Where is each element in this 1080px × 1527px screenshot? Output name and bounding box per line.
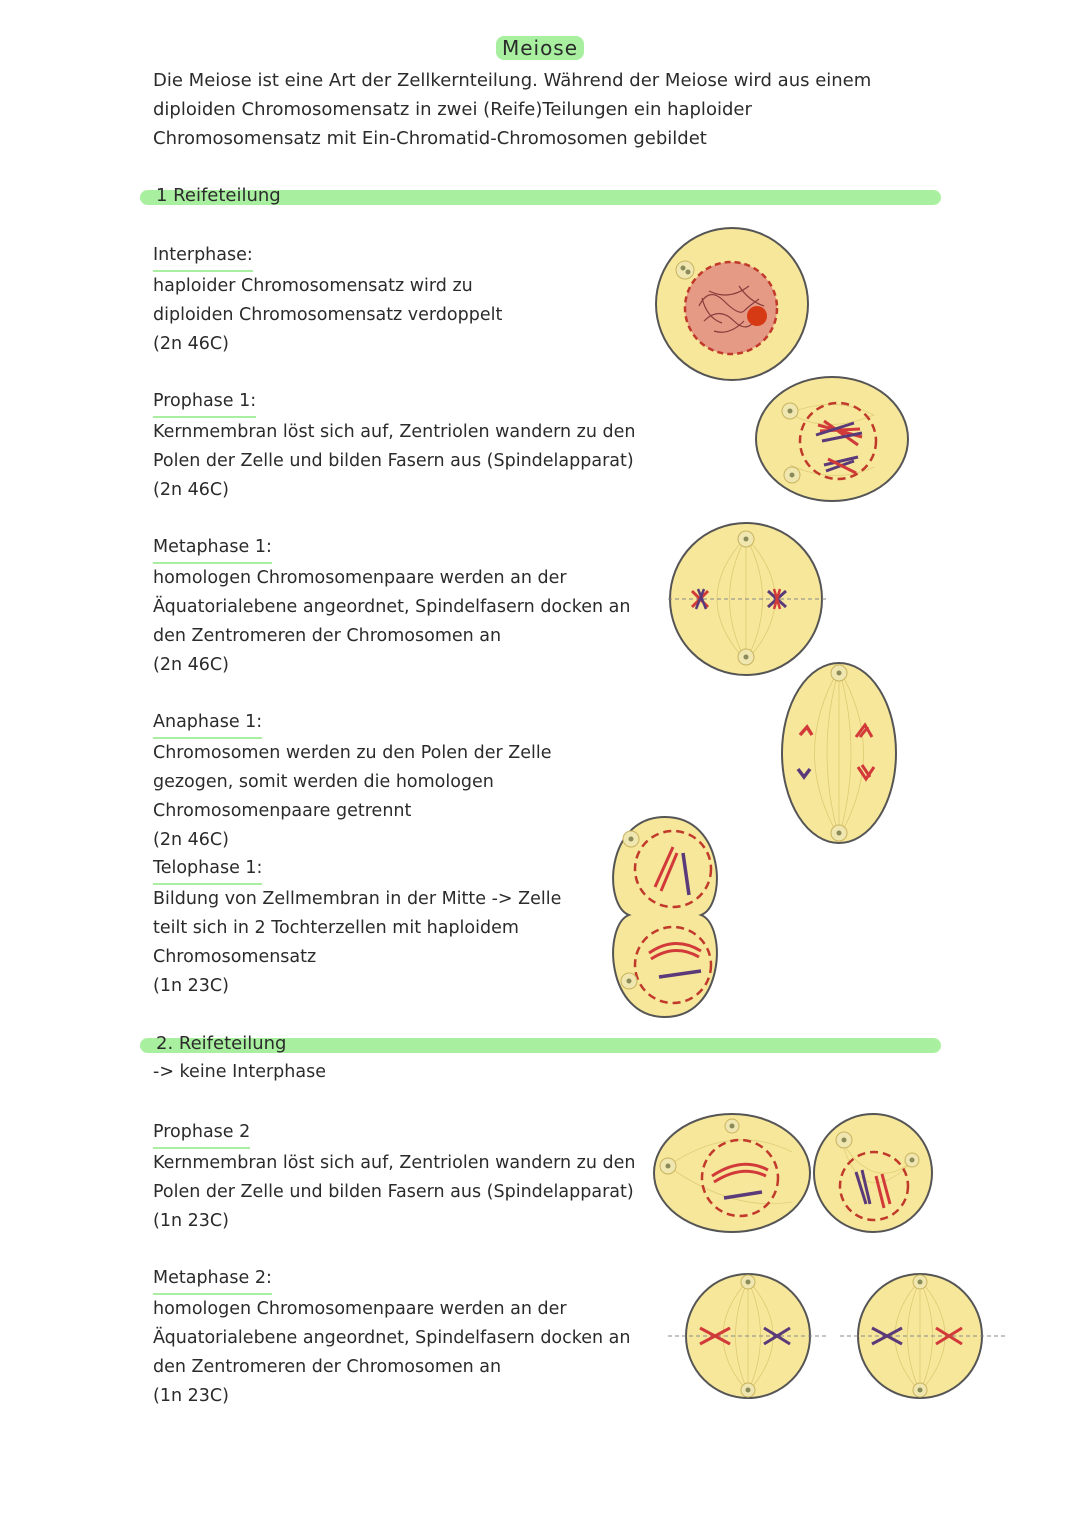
phase-text: homologen Chromosomenpaare werden an der Äquatorialebene angeordnet, Spindelfasern docken an den Zentromeren der Chromosomen an bbox=[153, 568, 631, 646]
page-title: Meiose bbox=[0, 36, 1080, 60]
prophase-2-cell-illustration-a bbox=[652, 1112, 812, 1234]
phase-count: (1n 23C) bbox=[153, 976, 229, 996]
phase-title: Anaphase 1: bbox=[153, 708, 262, 739]
phase-count: (2n 46C) bbox=[153, 655, 229, 675]
phase-count: (1n 23C) bbox=[153, 1211, 229, 1231]
metaphase-2-cell-illustration-b bbox=[840, 1272, 1006, 1400]
phase-count: (2n 46C) bbox=[153, 480, 229, 500]
phase-interphase bbox=[153, 241, 658, 359]
phase-text: Chromosomen werden zu den Polen der Zelle gezogen, somit werden die homologen Chromosomenpaare getrennt bbox=[153, 743, 552, 821]
phase-text: Kernmembran löst sich auf, Zentriolen wandern zu den Polen der Zelle und bilden Fasern aus (Spindelapparat) bbox=[153, 1153, 636, 1202]
phase-title: Metaphase 1: bbox=[153, 533, 272, 564]
section-2-subtitle: -> keine Interphase bbox=[153, 1062, 326, 1082]
telophase-1-cell-illustration bbox=[605, 815, 725, 1019]
phase-prophase-1 bbox=[153, 387, 658, 505]
metaphase-1-cell-illustration bbox=[668, 521, 828, 681]
phase-count: (1n 23C) bbox=[153, 1386, 229, 1406]
phase-text: homologen Chromosomenpaare werden an der Äquatorialebene angeordnet, Spindelfasern docken an den Zentromeren der Chromosomen an bbox=[153, 1299, 631, 1377]
section-2-label: 2. Reifeteilung bbox=[156, 1033, 287, 1054]
phase-text: haploider Chromosomensatz wird zu diploiden Chromosomensatz verdoppelt bbox=[153, 276, 503, 325]
section-1-label: 1 Reifeteilung bbox=[156, 185, 281, 206]
phase-metaphase-1 bbox=[153, 533, 658, 680]
phase-count: (2n 46C) bbox=[153, 334, 229, 354]
interphase-cell-illustration bbox=[654, 226, 810, 382]
phase-title: Metaphase 2: bbox=[153, 1264, 272, 1295]
phase-title: Prophase 2 bbox=[153, 1118, 250, 1149]
phase-title: Telophase 1: bbox=[153, 854, 262, 885]
anaphase-1-cell-illustration bbox=[780, 661, 900, 847]
metaphase-2-cell-illustration-a bbox=[668, 1272, 828, 1400]
phase-text: Bildung von Zellmembran in der Mitte -> Zelle teilt sich in 2 Tochterzellen mit haploidem Chromosomensatz bbox=[153, 889, 562, 967]
phase-text: Kernmembran löst sich auf, Zentriolen wandern zu den Polen der Zelle und bilden Fasern aus (Spindelapparat) bbox=[153, 422, 636, 471]
phase-anaphase-1 bbox=[153, 708, 658, 855]
intro-text: Die Meiose ist eine Art der Zellkernteilung. Während der Meiose wird aus einem diploiden Chromosomensatz in zwei (Reife)Teilungen ein haploider Chromosomensatz mit Ein-Chromatid-Chromosomen gebildet bbox=[153, 70, 872, 149]
phase-telophase-1 bbox=[153, 854, 658, 1001]
prophase-1-cell-illustration bbox=[754, 375, 910, 503]
prophase-2-cell-illustration-b bbox=[812, 1112, 934, 1234]
phase-title: Interphase: bbox=[153, 241, 253, 272]
phase-metaphase-2 bbox=[153, 1264, 658, 1411]
phase-title: Prophase 1: bbox=[153, 387, 256, 418]
phase-count: (2n 46C) bbox=[153, 830, 229, 850]
phase-prophase-2 bbox=[153, 1118, 658, 1236]
